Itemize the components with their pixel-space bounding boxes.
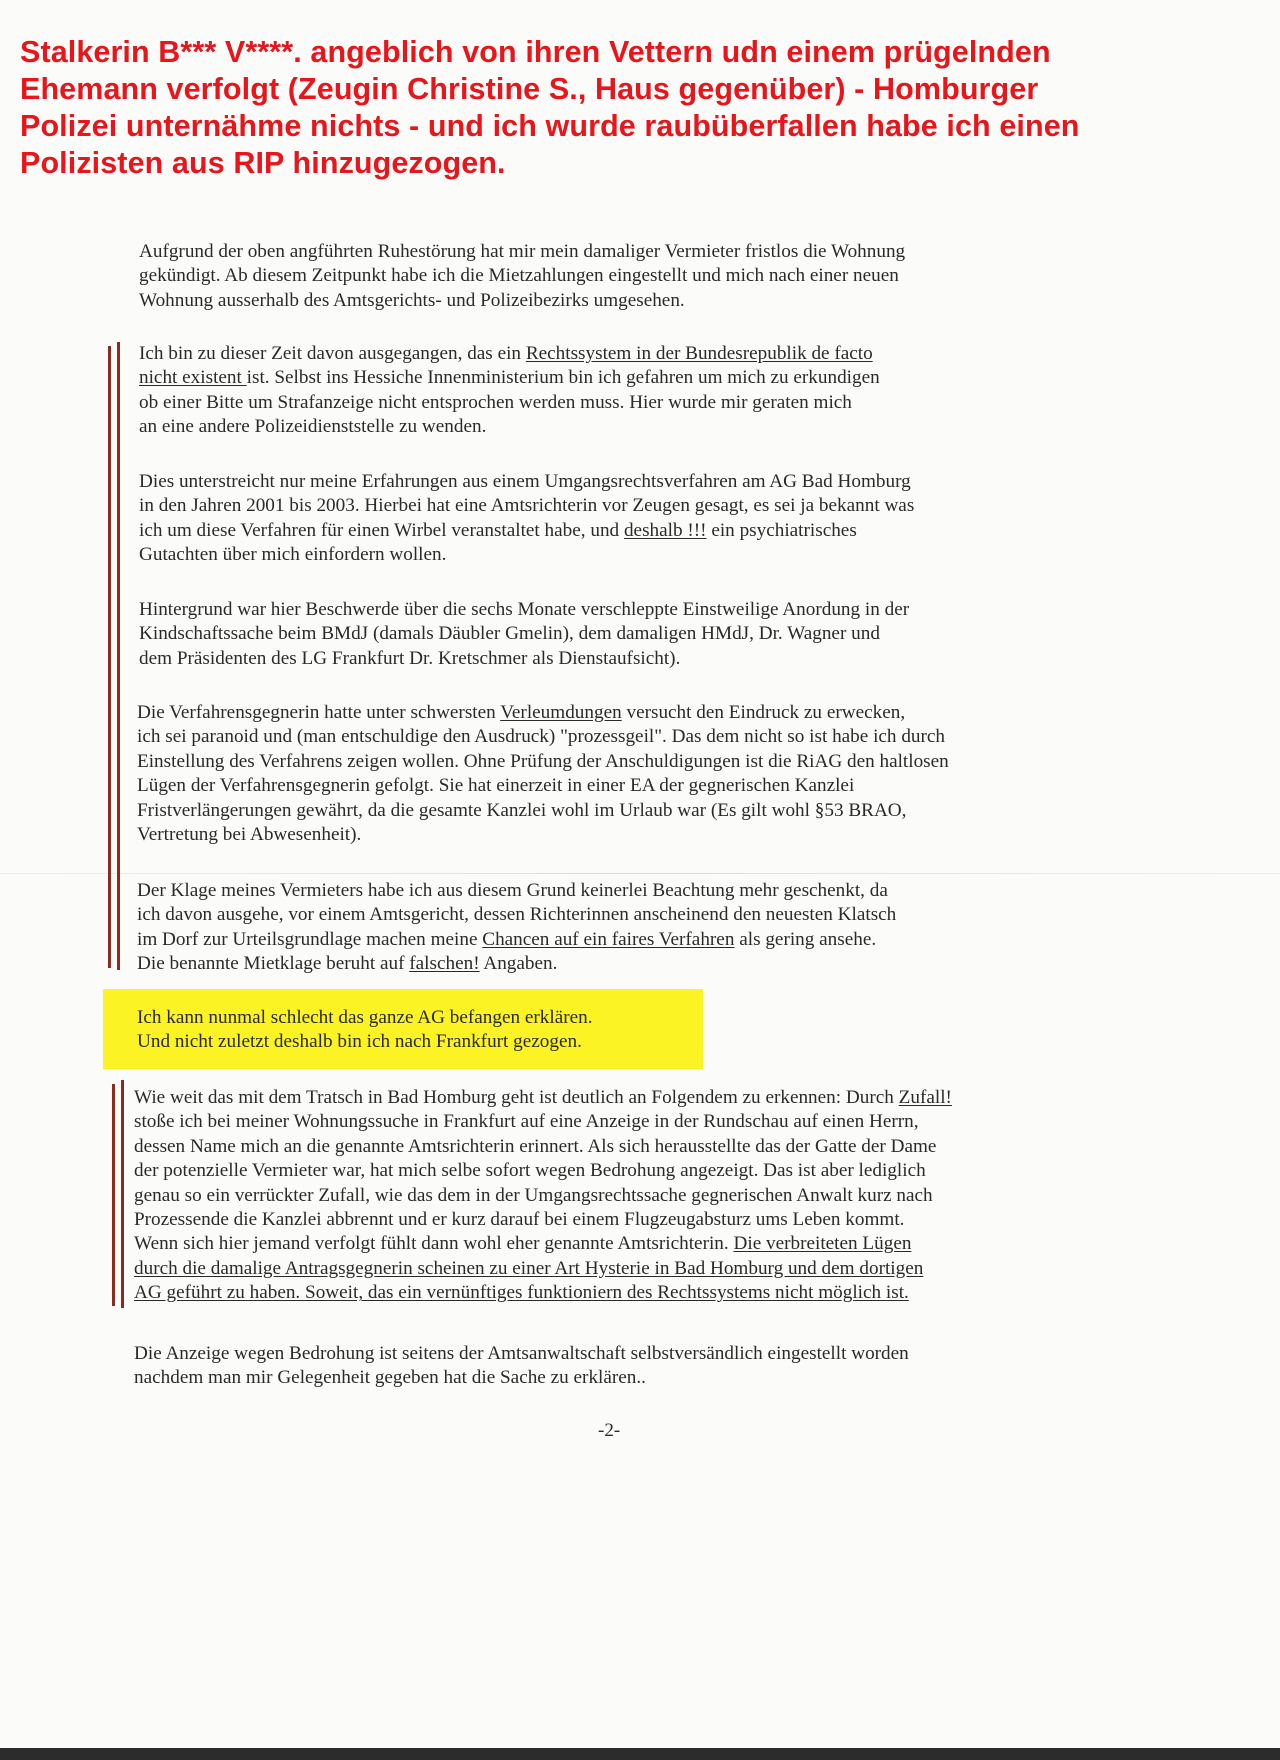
text-line: ich davon ausgehe, vor einem Amtsgericht, dessen Richterinnen anscheinend den neuesten Klatsch <box>137 904 897 926</box>
underlined-text: Verleumdungen <box>500 702 622 723</box>
text-line: der potenzielle Vermieter war, hat mich selbe sofort wegen Bedrohung angezeigt. Das ist aber lediglich <box>134 1160 926 1182</box>
text-segment: ist. Selbst ins Hessiche Innenministerium bin ich gefahren um mich zu erkundigen <box>246 367 880 389</box>
text-segment: ein psychiatrisches <box>706 519 857 541</box>
paragraph-gossip <box>134 1086 1094 1306</box>
text-segment: versucht den Eindruck zu erwecken, <box>621 702 906 723</box>
underlined-text: Chancen auf ein faires Verfahren <box>482 928 735 950</box>
headline-line: Polizisten aus RIP hinzugezogen. <box>20 146 506 180</box>
text-segment: im Dorf zur Urteilsgrundlage machen meine <box>137 928 483 950</box>
margin-bar <box>121 1080 124 1308</box>
underlined-text: durch die damalige Antragsgegnerin scheinen zu einer Art Hysterie in Bad Homburg und dem dortigen <box>134 1257 924 1279</box>
text-line: genau so ein verrückter Zufall, wie das dem in der Umgangsrechtssache gegnerischen Anwalt kurz nach <box>134 1184 933 1206</box>
headline-line: Stalkerin B*** V****. angeblich von ihren Vettern udn einem prügelnden <box>20 35 1051 69</box>
text-line: dessen Name mich an die genannte Amtsrichterin erinnert. Als sich herausstellte das der Gatte der Dame <box>134 1135 937 1157</box>
text-line: Aufgrund der oben angführten Ruhestörung hat mir mein damaliger Vermieter fristlos die Wohnung <box>139 241 906 262</box>
text-line: Die Anzeige wegen Bedrohung ist seitens der Amtsanwaltschaft selbstversändlich eingestellt worden <box>134 1343 909 1364</box>
text-line: in den Jahren 2001 bis 2003. Hierbei hat eine Amtsrichterin vor Zeugen gesagt, es sei ja bekannt was <box>139 495 915 517</box>
text-line: Vertretung bei Abwesenheit). <box>137 824 362 846</box>
text-line: Dies unterstreicht nur meine Erfahrungen aus einem Umgangsrechtsverfahren am AG Bad Homburg <box>139 471 911 492</box>
underlined-text: Rechtssystem in der Bundesrepublik de facto <box>525 343 873 364</box>
text-line: Kindschaftssache beim BMdJ (damals Däubler Gmelin), dem damaligen HMdJ, Dr. Wagner und <box>139 623 880 645</box>
underlined-text: nicht existent <box>139 367 247 389</box>
paragraph-custody-proceedings <box>139 470 1099 568</box>
paragraph-complaint-dismissed <box>134 1342 1094 1391</box>
text-line: Lügen der Verfahrensgegnerin gefolgt. Sie hat einerzeit in einer EA der gegnerischen Kanzlei <box>137 775 855 797</box>
text-line: Hintergrund war hier Beschwerde über die sechs Monate verschleppte Einstweilige Anordung in der <box>139 599 910 620</box>
text-segment: ich um diese Verfahren für einen Wirbel veranstaltet habe, und <box>139 519 624 541</box>
text-segment: Wie weit das mit dem Tratsch in Bad Homburg geht ist deutlich an Folgendem zu erkennen: Durch <box>134 1087 899 1108</box>
paragraph-termination <box>139 240 1099 313</box>
underlined-text: deshalb !!! <box>623 519 707 541</box>
underlined-text: falschen! <box>409 953 480 975</box>
scan-bottom-edge <box>0 1748 1280 1760</box>
headline-line: Polizei unternähme nichts - und ich wurde raubüberfallen habe ich einen <box>20 109 1080 143</box>
page-number: -2- <box>598 1420 621 1441</box>
text-line: Gutachten über mich einfordern wollen. <box>139 544 447 566</box>
paragraph-background <box>139 598 1099 671</box>
text-line: dem Präsidenten des LG Frankfurt Dr. Kretschmer als Dienstaufsicht). <box>139 647 681 669</box>
paragraph-defamation <box>137 701 1097 847</box>
text-line: ich sei paranoid und (man entschuldige den Ausdruck) "prozessgeil". Das dem nicht so ist habe ich durch <box>137 726 946 748</box>
paper-fold-line <box>0 873 1280 874</box>
paragraph-legal-system <box>139 342 1099 440</box>
text-segment: Angaben. <box>479 953 558 975</box>
text-segment: Ich bin zu dieser Zeit davon ausgegangen, das ein <box>139 343 526 364</box>
text-line: gekündigt. Ab diesem Zeitpunkt habe ich die Mietzahlungen eingestellt und mich nach einer neuen <box>139 265 899 287</box>
text-line: Prozessende die Kanzlei abbrennt und er kurz darauf bei einem Flugzeugabsturz ums Leben kommt. <box>134 1209 905 1231</box>
underlined-text: Zufall! <box>898 1087 952 1108</box>
text-segment: als gering ansehe. <box>734 928 877 950</box>
text-line: Einstellung des Verfahrens zeigen wollen. Ohne Prüfung der Anschuldigungen ist die RiAG den haltlosen <box>137 750 949 772</box>
text-line: Und nicht zuletzt deshalb bin ich nach Frankfurt gezogen. <box>137 1031 582 1053</box>
margin-bar <box>117 342 120 970</box>
text-line: nachdem man mir Gelegenheit gegeben hat die Sache zu erklären.. <box>134 1367 646 1389</box>
headline-line: Ehemann verfolgt (Zeugin Christine S., Haus gegenüber) - Homburger <box>20 72 1039 106</box>
red-annotation-headline <box>20 34 1270 182</box>
paragraph-rent-lawsuit <box>137 879 1097 977</box>
margin-bar <box>108 346 111 968</box>
text-line: Fristverlängerungen gewährt, da die gesamte Kanzlei wohl im Urlaub war (Es gilt wohl §53 BRAO, <box>137 799 907 821</box>
underlined-text: Die verbreiteten Lügen <box>733 1233 912 1255</box>
text-segment: Die Verfahrensgegnerin hatte unter schwersten <box>137 702 501 723</box>
text-line: an eine andere Polizeidienststelle zu wenden. <box>139 416 487 438</box>
paragraph-highlighted <box>137 1006 1097 1055</box>
text-segment: Die benannte Mietklage beruht auf <box>137 953 410 975</box>
margin-bar <box>112 1084 115 1306</box>
underlined-text: AG geführt zu haben. Soweit, das ein vernünftiges funktioniern des Rechtssystems nicht möglich ist. <box>134 1282 909 1304</box>
text-line: Ich kann nunmal schlecht das ganze AG befangen erklären. <box>137 1007 593 1028</box>
text-line: Wohnung ausserhalb des Amtsgerichts- und Polizeibezirks umgesehen. <box>139 289 685 311</box>
text-line: stoße ich bei meiner Wohnungssuche in Frankfurt auf eine Anzeige in der Rundschau auf einen Herrn, <box>134 1111 919 1133</box>
text-line: Der Klage meines Vermieters habe ich aus diesem Grund keinerlei Beachtung mehr geschenkt, da <box>137 880 888 901</box>
text-line: ob einer Bitte um Strafanzeige nicht entsprochen werden muss. Hier wurde mir geraten mich <box>139 391 852 413</box>
text-segment: Wenn sich hier jemand verfolgt fühlt dann wohl eher genannte Amtsrichterin. <box>134 1233 734 1255</box>
